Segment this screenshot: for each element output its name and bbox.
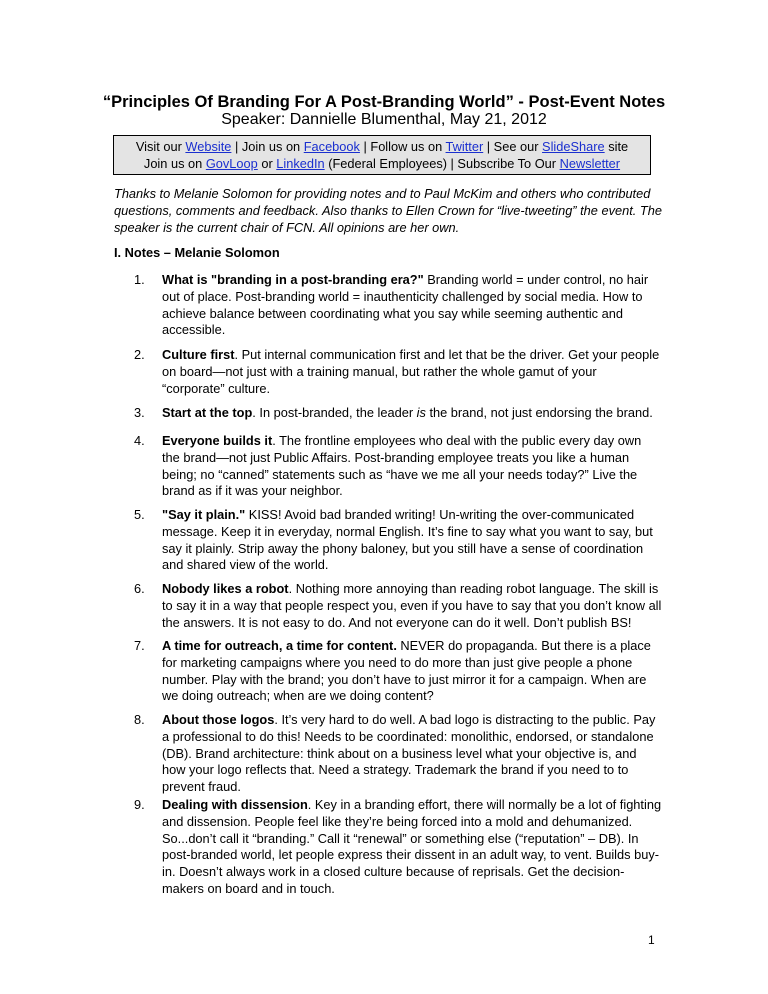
item-number: 3. [134,405,145,420]
links-line-2: Join us on GovLoop or LinkedIn (Federal Employees) | Subscribe To Our Newsletter [143,156,621,171]
govloop-link[interactable]: GovLoop [205,156,258,171]
links-box [113,135,651,175]
item-lead: What is "branding in a post-branding era?" [162,272,424,287]
item-emphasis: is [416,405,426,420]
item-lead: A time for outreach, a time for content. [162,638,397,653]
item-number: 9. [134,797,145,812]
item-number: 6. [134,581,145,596]
item-text: . Nothing more annoying than reading robot language. The skill is to say it in a way that people respect you, even if you have to say that you don’t know all the answers. It is not easy to do. And not everyone can do it well. Don’t publish BS! [162,581,662,630]
intro-paragraph: Thanks to Melanie Solomon for providing notes and to Paul McKim and others who contributed questions, comments and feedback. Also thanks to Ellen Crown for “live-tweeting” the event. The speaker is the current chair of FCN. All opinions are her own. [114,186,662,236]
item-body [162,638,662,705]
slideshare-link[interactable]: SlideShare [542,139,605,154]
item-body [162,347,662,397]
item-number: 2. [134,347,145,362]
item-lead: About those logos [162,712,275,727]
item-lead: Nobody likes a robot [162,581,289,596]
links-line-1: Visit our Website | Join us on Facebook | Follow us on Twitter | See our SlideShare site [135,139,629,154]
facebook-link[interactable]: Facebook [303,139,360,154]
item-number: 4. [134,433,145,448]
item-body [162,433,662,500]
twitter-link[interactable]: Twitter [445,139,484,154]
item-text: . It’s very hard to do well. A bad logo is distracting to the public. Pay a professional to do this! Needs to be coordinated: monolithic, endorsed, or standalone (DB). Brand architecture: think about on a business level what your objective is, and how your logo reflects that. Need a strategy. Trademark the brand if you need to to prevent fraud. [162,712,656,795]
item-body [162,712,662,796]
item-text: Branding world = under control, no hair out of place. Post-branding world = inauthenticity challenged by social media. How to achieve balance between coordinating what you say while seeming authentic and accessible. [162,272,649,338]
linkedin-link[interactable]: LinkedIn [276,156,325,171]
item-number: 8. [134,712,145,727]
item-text: KISS! Avoid bad branded writing! Un-writing the over-communicated message. Keep it in everyday, normal English. It’s fine to say what you want to say, but say it plainly. Strip away the phony baloney, but you still have a sense of coordination and shared view of the world. [162,507,653,573]
item-text: . Put internal communication first and let that be the driver. Get your people on board—not just with a training manual, but rather the whole gamut of your “corporate” culture. [162,347,660,396]
item-lead: "Say it plain." [162,507,246,522]
item-lead: Culture first [162,347,235,362]
section-heading: I. Notes – Melanie Solomon [114,245,280,260]
item-number: 5. [134,507,145,522]
item-body [162,272,662,339]
item-text: . Key in a branding effort, there will normally be a lot of fighting and dissension. People feel like they’re being forced into a mold and dehumanized. So...don’t call it “branding.” Call it “renewal” or something else (“reputation” – DB). In post-branded world, let people express their dissent in an adult way, to vent. Builds buy-in. Doesn’t always work in a closed culture because of reprisals. Get the decision-makers on board and in touch. [162,797,662,896]
item-body [162,797,662,898]
item-number: 7. [134,638,145,653]
item-number: 1. [134,272,145,287]
item-text: NEVER do propaganda. But there is a place for marketing campaigns where you need to do more than just give people a phone number. Play with the brand; you don’t have to just mirror it for a campaign. When are we doing outreach; when are we doing content? [162,638,651,704]
item-lead: Dealing with dissension [162,797,308,812]
speaker-line: Speaker: Dannielle Blumenthal, May 21, 2012 [221,111,547,128]
item-body: Start at the top. In post-branded, the leader is the brand, not just endorsing the brand. [162,405,653,420]
document-title: “Principles Of Branding For A Post-Branding World” - Post-Event Notes [102,93,666,111]
page-number: 1 [648,933,655,947]
item-text: . The frontline employees who deal with the public every day own the brand—not just Public Affairs. Post-branding employee treats you like a human being; no “canned” statements such as “have we me all your needs today?” Live the brand as if it was your neighbor. [162,433,642,499]
newsletter-link[interactable]: Newsletter [559,156,621,171]
website-link[interactable]: Website [185,139,232,154]
item-lead: Everyone builds it [162,433,273,448]
item-body [162,507,662,574]
item-lead: Start at the top [162,405,253,420]
item-body [162,581,662,631]
